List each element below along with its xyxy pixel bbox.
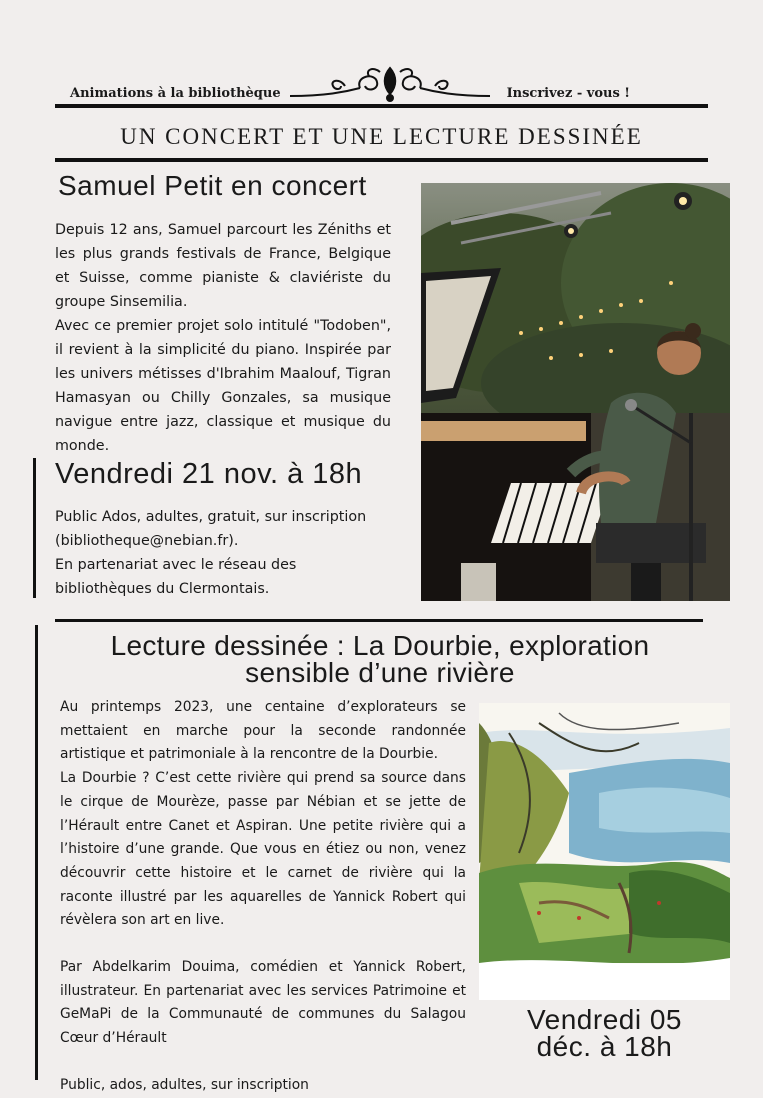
lecture-title-line-1: Lecture dessinée : La Dourbie, exploration (110, 630, 650, 661)
lecture-paragraph-4: Public, ados, adultes, sur inscription (60, 1076, 309, 1093)
ornament-icon (285, 62, 495, 104)
concert-photo (421, 183, 730, 601)
main-title: UN CONCERT ET UNE LECTURE DESSINÉE (120, 124, 643, 149)
lecture-paragraph-3: Par Abdelkarim Douima, comédien et Yannick Robert, illustrateur. En partenariat avec les services Patrimoine et GeMaPi de la Communauté de communes du Salagou Cœur d’Hérault (60, 959, 466, 1047)
spacer (60, 1051, 466, 1074)
concert-title: Samuel Petit en concert (58, 170, 367, 201)
concert-description (55, 218, 391, 458)
title-rule (55, 158, 708, 162)
lecture-title-line-2: sensible d’une rivière (245, 657, 515, 688)
lecture-side-bar (35, 625, 38, 1080)
spacer (60, 933, 466, 956)
concert-paragraph-1: Depuis 12 ans, Samuel parcourt les Zéniths et les plus grands festivals de France, Belgique et Suisse, comme pianiste & claviériste du groupe Sinsemilia. (55, 222, 391, 310)
lecture-date-line-1: Vendredi 05 (527, 1004, 682, 1035)
concert-date: Vendredi 21 nov. à 18h (55, 458, 363, 490)
concert-info (55, 505, 395, 601)
concert-info-2: En partenariat avec le réseau des bibliothèques du Clermontais. (55, 557, 297, 597)
section-rule (55, 619, 703, 622)
lecture-title (40, 632, 720, 686)
lecture-date (479, 1006, 730, 1060)
lecture-paragraph-1: Au printemps 2023, une centaine d’explorateurs se mettaient en marche pour la seconde randonnée artistique et patrimoniale à la rencontre de la Dourbie. (60, 699, 466, 763)
concert-side-bar (33, 458, 36, 598)
header-right-text: Inscrivez - vous ! (506, 86, 630, 101)
lecture-paragraph-2: La Dourbie ? C’est cette rivière qui prend sa source dans le cirque de Mourèze, passe par Nébian et se jette de l’Hérault entre Canet et Aspiran. Une petite rivière qui a l’histoire d’une grande. Que vous en étiez ou non, venez découvrir cette histoire et le carnet de rivière qui la raconte illustré par les aquarelles de Yannick Robert qui révèlera son art en live. (60, 770, 466, 929)
header-left-text: Animations à la bibliothèque (70, 86, 281, 101)
lecture-description (60, 696, 466, 1098)
concert-info-1: Public Ados, adultes, gratuit, sur inscription (bibliotheque@nebian.fr). (55, 509, 367, 549)
lecture-date-line-2: déc. à 18h (536, 1031, 673, 1062)
top-rule (55, 104, 708, 108)
lecture-illustration (479, 703, 730, 1000)
concert-paragraph-2: Avec ce premier projet solo intitulé "Todoben", il revient à la simplicité du piano. Inspirée par les univers métisses d'Ibrahim Maalouf, Tigran Hamasyan ou Chilly Gonzales, sa musique navigue entre jazz, classique et musique du monde. (55, 318, 391, 454)
